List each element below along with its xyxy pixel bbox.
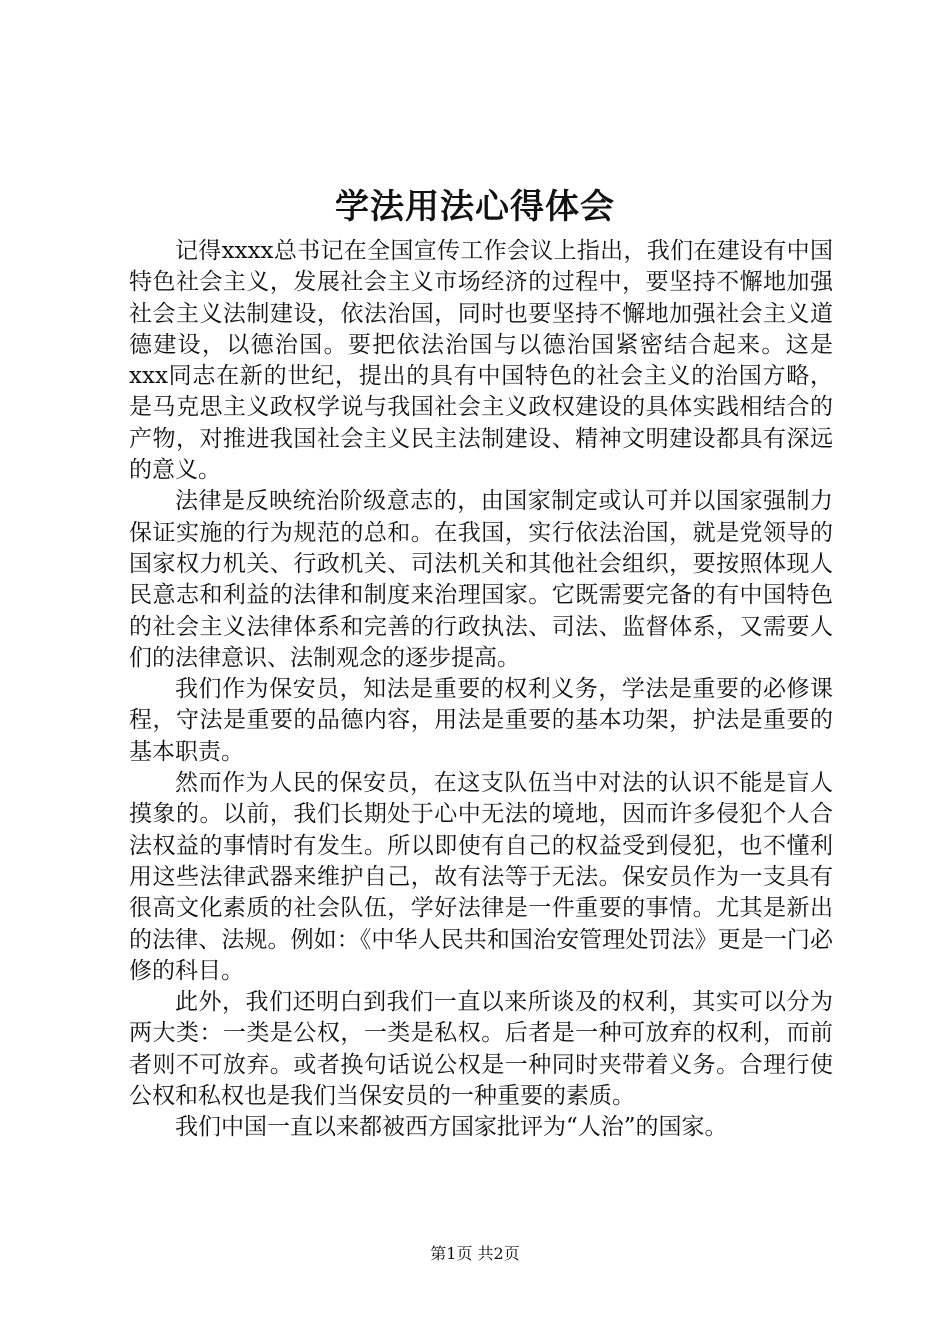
- paragraph-1: 记得xxxx总书记在全国宣传工作会议上指出，我们在建设有中国特色社会主义，发展社会主义市场经济的过程中，要坚持不懈地加强社会主义法制建设，依法治国，同时也要坚持不懈地加强社会主义道德建设，以德治国。要把依法治国与以德治国紧密结合起来。这是xxx同志在新的世纪，提出的具有中国特色的社会主义的治国方略，是马克思主义政权学说与我国社会主义政权建设的具体实践相结合的产物，对推进我国社会主义民主法制建设、精神文明建设都具有深远的意义。: [129, 238, 833, 484]
- paragraph-6: 我们中国一直以来都被西方国家批评为“人治”的国家。: [175, 1114, 728, 1141]
- paragraph-3: 我们作为保安员，知法是重要的权利义务，学法是重要的必修课程，守法是重要的品德内容，用法是重要的基本功架，护法是重要的基本职责。: [129, 676, 833, 765]
- document-title: 学法用法心得体会: [335, 187, 615, 227]
- paragraph-4: 然而作为人民的保安员，在这支队伍当中对法的认识不能是盲人摸象的。以前，我们长期处于心中无法的境地，因而许多侵犯个人合法权益的事情时有发生。所以即使有自己的权益受到侵犯，也不懂利用这些法律武器来维护自己，故有法等于无法。保安员作为一支具有很高文化素质的社会队伍，学好法律是一件重要的事情。尤其是新出的法律、法规。例如：《中华人民共和国治安管理处罚法》更是一门必修的科目。: [129, 770, 833, 984]
- document-body: [129, 236, 833, 1144]
- paragraph-2: 法律是反映统治阶级意志的，由国家制定或认可并以国家强制力保证实施的行为规范的总和。在我国，实行依法治国，就是党领导的国家权力机关、行政机关、司法机关和其他社会组织，要按照体现人民意志和利益的法律和制度来治理国家。它既需要完备的有中国特色的社会主义法律体系和完善的行政执法、司法、监督体系，又需要人们的法律意识、法制观念的逐步提高。: [129, 488, 833, 671]
- paragraph-5: 此外，我们还明白到我们一直以来所谈及的权利，其实可以分为两大类：一类是公权，一类是私权。后者是一种可放弃的权利，而前者则不可放弃。或者换句话说公权是一种同时夹带着义务。合理行使公权和私权也是我们当保安员的一种重要的素质。: [129, 989, 833, 1110]
- page-footer: 第1页 共2页: [430, 1244, 520, 1263]
